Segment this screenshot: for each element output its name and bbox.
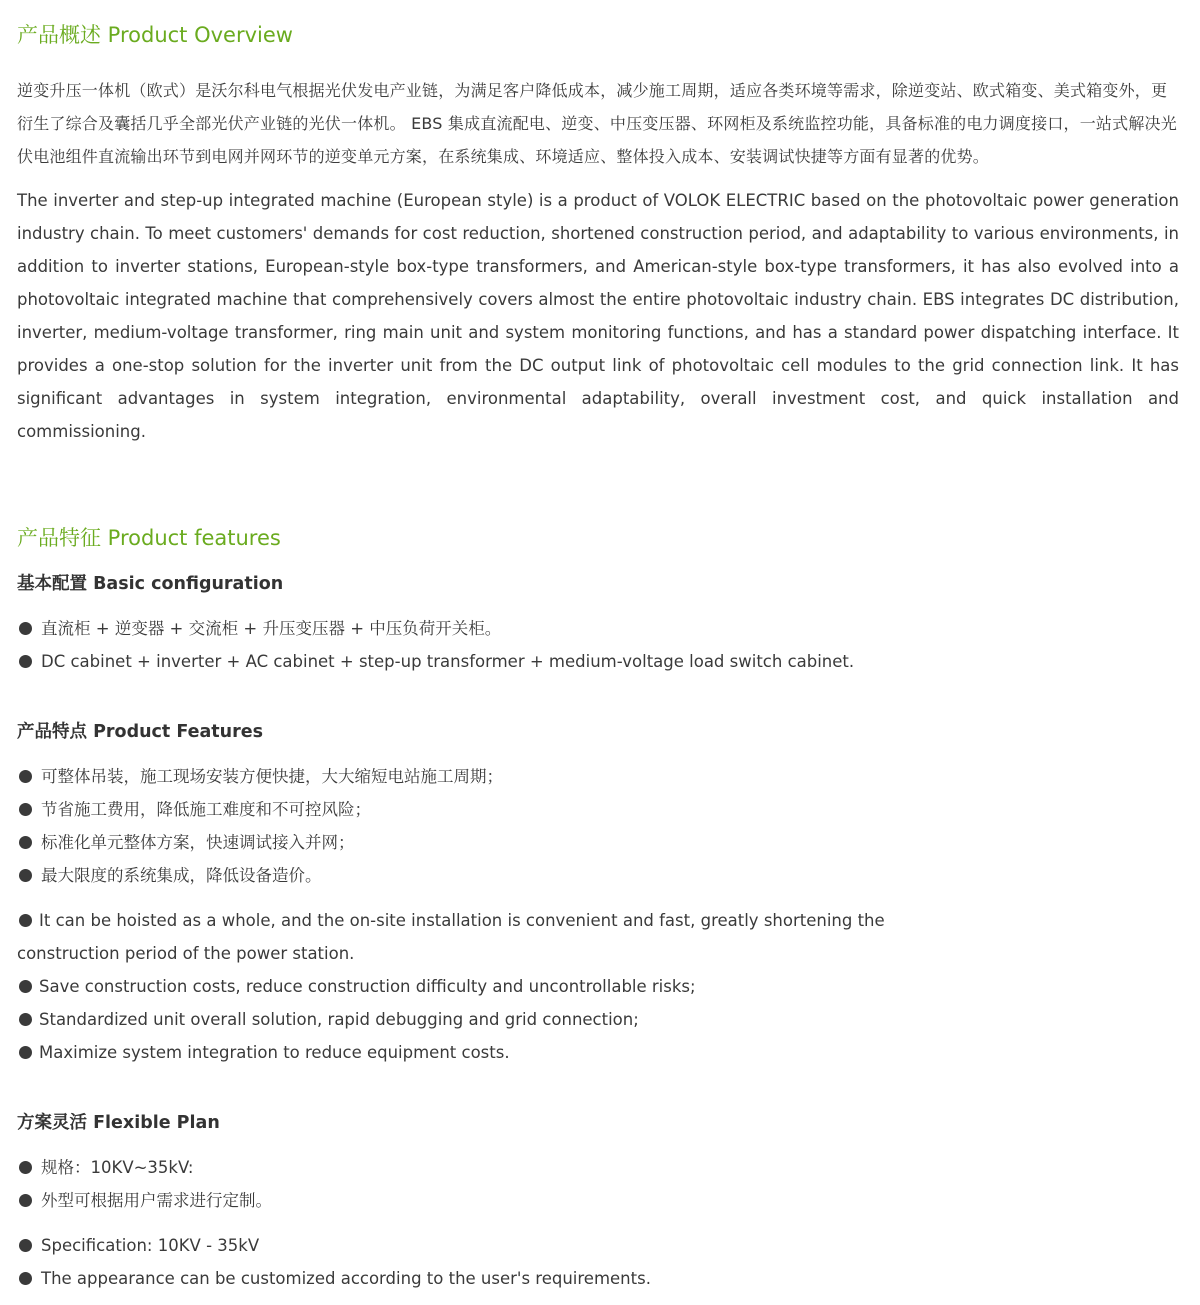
basic-config-title: 基本配置 Basic configuration [17, 574, 284, 594]
bullet-dot-icon [19, 803, 32, 816]
bullet-dot-icon [19, 655, 32, 668]
list-item: DC cabinet + inverter + AC cabinet + step-up transformer + medium-voltage load switch cabinet. [17, 645, 854, 678]
bullet-dot-icon [19, 1046, 32, 1059]
flexible-plan-en-list [17, 1229, 651, 1295]
list-item: It can be hoisted as a whole, and the on-site installation is convenient and fast, greatly shortening the [17, 904, 1179, 937]
product-features-title: 产品特点 Product Features [17, 722, 264, 742]
bullet-dot-icon [19, 1239, 32, 1252]
list-item: Save construction costs, reduce construction difficulty and uncontrollable risks; [17, 970, 1179, 1003]
bullet-dot-icon [19, 770, 32, 783]
bullet-dot-icon [19, 1272, 32, 1285]
list-item: 标准化单元整体方案，快速调试接入并网； [17, 826, 503, 859]
overview-cn-paragraph: 逆变升压一体机（欧式）是沃尔科电气根据光伏发电产业链，为满足客户降低成本，减少施工周期，适应各类环境等需求，除逆变站、欧式箱变、美式箱变外，更衍生了综合及囊括几乎全部光伏产业链的光伏一体机。 EBS 集成直流配电、逆变、中压变压器、环网柜及系统监控功能，具备标准的电力调度接口，一站式解决光伏电池组件直流输出环节到电网并网环节的逆变单元方案，在系统集成、环境适应、整体投入成本、安装调试快捷等方面有显著的优势。 [17, 81, 1177, 166]
bullet-dot-icon [19, 836, 32, 849]
basic-config-list [17, 612, 854, 678]
bullet-dot-icon [19, 1161, 32, 1174]
list-item: 外型可根据用户需求进行定制。 [17, 1184, 272, 1217]
product-features-en-block [17, 904, 1179, 1069]
list-item: Specification: 10KV - 35kV [17, 1229, 651, 1262]
list-item: Standardized unit overall solution, rapid debugging and grid connection; [17, 1003, 1179, 1036]
bullet-dot-icon [19, 622, 32, 635]
product-features-cn-list [17, 760, 503, 892]
flexible-plan-cn-list [17, 1151, 272, 1217]
overview-en-paragraph: The inverter and step-up integrated machine (European style) is a product of VOLOK ELECTRIC based on the photovoltaic power generation industry chain. To meet customers' demands for cost reduction, shortened construction period, and adaptability to various environments, in addition to inverter stations, European-style box-type transformers, and American-style box-type transformers, it has also evolved into a photovoltaic integrated machine that comprehensively covers almost the entire photovoltaic industry chain. EBS integrates DC distribution, inverter, medium-voltage transformer, ring main unit and system monitoring functions, and has a standard power dispatching interface. It provides a one-stop solution for the inverter unit from the DC output link of photovoltaic cell modules to the grid connection link. It has significant advantages in system integration, environmental adaptability, overall investment cost, and quick installation and commissioning. [17, 191, 1179, 441]
list-item: 直流柜 + 逆变器 + 交流柜 + 升压变压器 + 中压负荷开关柜。 [17, 612, 854, 645]
bullet-dot-icon [19, 914, 32, 927]
list-item-continuation: construction period of the power station. [17, 944, 355, 963]
list-item: 最大限度的系统集成，降低设备造价。 [17, 859, 503, 892]
list-item: 可整体吊装，施工现场安装方便快捷，大大缩短电站施工周期； [17, 760, 503, 793]
list-item: The appearance can be customized according to the user's requirements. [17, 1262, 651, 1295]
features-title: 产品特征 Product features [17, 526, 281, 550]
overview-title: 产品概述 Product Overview [17, 23, 293, 47]
flexible-plan-title: 方案灵活 Flexible Plan [17, 1113, 220, 1133]
list-item: 规格：10KV~35kV: [17, 1151, 272, 1184]
bullet-dot-icon [19, 1013, 32, 1026]
bullet-dot-icon [19, 1194, 32, 1207]
product-features-en-list [17, 970, 1179, 1069]
list-item: Maximize system integration to reduce equipment costs. [17, 1036, 1179, 1069]
bullet-dot-icon [19, 869, 32, 882]
bullet-dot-icon [19, 980, 32, 993]
list-item: 节省施工费用，降低施工难度和不可控风险； [17, 793, 503, 826]
